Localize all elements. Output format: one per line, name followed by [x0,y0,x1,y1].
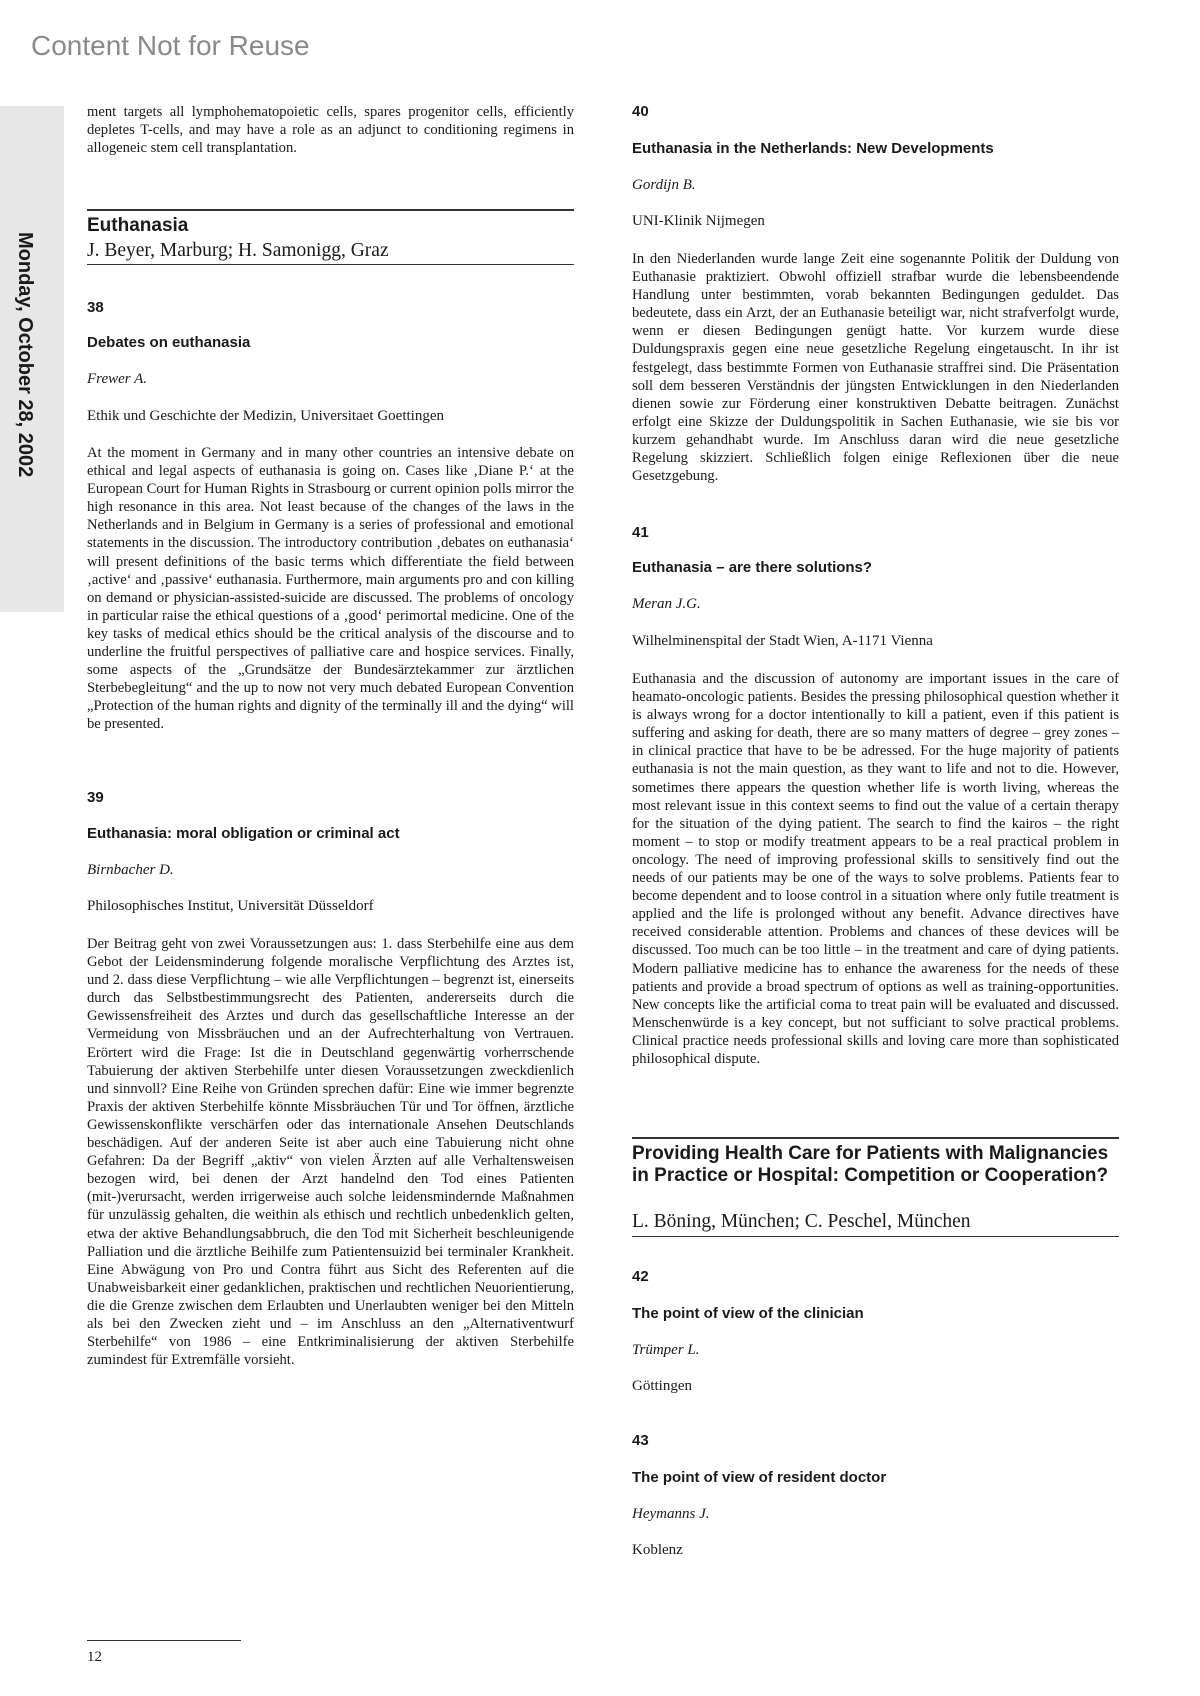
abstract-author: Gordijn B. [632,177,696,193]
abstract-author: Birnbacher D. [87,862,174,878]
section-rule-top [87,209,574,211]
section-rule-bottom [632,1236,1119,1237]
abstract-institution: Ethik und Geschichte der Medizin, Universitaet Goettingen [87,408,444,424]
abstract-institution: Wilhelminenspital der Stadt Wien, A-1171 Vienna [632,633,933,649]
continuation-text: ment targets all lymphohematopoietic cells, spares progenitor cells, efficiently depletes T-cells, and may have a role as an adjunct to conditioning regimens in allogeneic stem cell transplantation. [87,104,574,157]
abstract-number: 43 [632,1432,649,1449]
abstract-author: Trümper L. [632,1342,700,1358]
abstract-number: 42 [632,1268,649,1285]
abstract-author: Frewer A. [87,371,147,387]
abstract-title: The point of view of the clinician [632,1305,864,1322]
watermark: Content Not for Reuse [31,30,310,61]
footer-rule [87,1640,241,1641]
abstract-author: Meran J.G. [632,596,701,612]
abstract-title: Debates on euthanasia [87,334,251,351]
abstract-body: At the moment in Germany and in many other countries an intensive debate on ethical and legal aspects of euthanasia is going on. Cases like ‚Diane P.‘ at the European Court for Human Rights in Strasbourg or current opinion polls mirror the high resonance in this area. Not least because of the changes of the laws in the Netherlands and in Belgium in Germany is a series of professional and emotional statements in the discussion. The introductory contribution ‚debates on euthanasia‘ will present definitions of the basic terms which differentiate the field between ‚active‘ and ‚passive‘ euthanasia. Furthermore, main arguments pro and con killing on demand or physician-assisted-suicide are discussed. The problems of oncology in particular raise the ethical questions of a ‚good‘ perimortal medicine. One of the key tasks of medical ethics should be the critical analysis of the discourse and to underline the fruitful perspectives of palliative care and hospice services. Finally, some aspects of the „Grundsätze der Bundesärztekammer zur ärztlichen Sterbebegleitung“ and the up to now not very much debated European Convention „Protection of the human rights and dignity of the terminally ill and the dying“ will be presented. [87,445,574,733]
section-title: Euthanasia [87,215,189,236]
abstract-number: 39 [87,789,104,806]
section-rule-top [632,1137,1119,1139]
abstract-number: 41 [632,524,649,541]
side-date-label: Monday, October 28, 2002 [14,232,36,478]
abstract-body: Der Beitrag geht von zwei Voraussetzungen aus: 1. dass Sterbehilfe eine aus dem Gebot der Leidensminderung folgende moralische Verpflichtung des Arztes ist, und 2. dass diese Verpflichtung – wie alle Verpflichtungen – begrenzt ist, einerseits durch das Selbstbestimmungsrecht des Patienten, andererseits durch die Gewissensfreiheit des Arztes und durch das gesellschaftliche Interesse an der Vermeidung von Missbräuchen und an der Aufrechterhaltung von Vertrauen. Erörtert wird die Frage: Ist die in Deutschland gegenwärtig vorherrschende Tabuierung der aktiven Sterbehilfe unter diesen Voraussetzungen zweckdienlich und sinnvoll? Eine Reihe von Gründen sprechen dafür: Eine wie immer begrenzte Praxis der aktiven Sterbehilfe könnte Missbräuchen Tür und Tor öffnen, ärztliche Gewissenskonflikte verschärfen oder das internationale Ansehen Deutschlands beschädigen. Auf der anderen Seite ist aber auch eine Tabuierung nicht ohne Gefahren: Da der Begriff „aktiv“ von vielen Ärzten auf alle Verhaltensweisen bezogen wird, bei denen der Arzt handelnd den Tod eines Patienten (mit-)verursacht, werden irrigerweise auch solche leidensmindernde Maßnahmen für unzulässig gehalten, die weithin als ethisch und rechtlich unbedenklich gelten, etwa der aktive Behandlungsabbruch, die den Tod mit Sicherheit beschleunigende Palliation und die ärztliche Beihilfe zum Patientensuizid bei terminaler Krankheit. Eine Abwägung von Pro und Contra führt aus Sicht des Referenten auf die Unabweisbarkeit einer gedanklichen, praktischen und rechtlichen Neuorientierung, die die Grenze zwischen dem Erlaubten und Unerlaubten weniger bei den Mitteln als bei den Zwecken zieht und – im Anschluss an den „Alternativentwurf Sterbehilfe“ von 1986 – eine Entkriminalisierung der aktiven Sterbehilfe zumindest für Extremfälle vorsieht. [87,936,574,1369]
abstract-body: Euthanasia and the discussion of autonomy are important issues in the care of heamato-oncologic patients. Besides the pressing philosophical question whether it is always wrong for a doctor intentionally to kill a patient, even if this patient is suffering and asking for death, there are so many matters of degree – grey zones – in clinical practice that have to be be adressed. For the huge majority of patients euthanasia is not the main question, as they want to life and not to die. However, sometimes there appears the question whether life is worth living, whereas the most relevant issue in this context seems to find out the value of a certain therapy for the situation of the dying patient. The search to find the kairos – the right moment – to stop or modify treatment appears to be a real practical problem in oncology. The need of improving professional skills to sensitively find out the needs of our patients may be one of the ways to solve problems. Patients fear to become dependent and to loose control in a situation where only futile treatment is applied and the life is prolonged without any benefit. Advance directives have received considerable attention. Problems and chances of these devices will be discussed. Too much can be too little – in the treatment and care of dying patients. Modern palliative medicine has to enhance the awareness for the needs of these patients and provide a broad spectrum of options as well as training-opportunities. New concepts like the artificial coma to treat pain will be evaluated and discussed. Menschenwürde is a key concept, but not sufficiant to solve practical problems. Clinical practice needs professional skills and loving care more than sophisticated philosophical dispute. [632,671,1119,1067]
abstract-title: The point of view of resident doctor [632,1469,887,1486]
page-number: 12 [87,1649,102,1665]
section-rule-bottom [87,264,574,265]
abstract-institution: Koblenz [632,1542,683,1558]
abstract-number: 40 [632,103,649,120]
section-chairs: J. Beyer, Marburg; H. Samonigg, Graz [87,240,389,261]
abstract-institution: Göttingen [632,1378,692,1394]
abstract-number: 38 [87,299,104,316]
abstract-body: In den Niederlanden wurde lange Zeit eine sogenannte Politik der Duldung von Euthanasie praktiziert. Obwohl offiziell strafbar wurde die lebensbeendende Handlung unter bestimmten, vorab bekannten Bedingungen geduldet. Das bedeutete, dass ein Arzt, der an Euthanasie beteiligt war, nicht strafverfolgt wurde, wenn er diesen Bedingungen genügt hatte. Vor kurzem wurde diese Duldungspraxis gegen eine neue gesetzliche Regelung eingetauscht. In ihr ist festgelegt, dass bestimmte Formen von Euthanasie straffrei sind. Die Präsentation soll dem besseren Verständnis der jüngsten Entwicklungen in den Niederlanden dienen sowie zur Förderung einer konstruktiven Debatte beitragen. Zunächst erfolgt eine Skizze der Duldungspolitik in Sachen Euthanasie, wie sie bis vor kurzem gehandhabt wurde. Im Anschluss daran wird die neue gesetzliche Regelung skizziert. Schließlich folgen einige Reflexionen über die neue Gesetzgebung. [632,251,1119,485]
abstract-author: Heymanns J. [632,1506,710,1522]
section-title: Providing Health Care for Patients with Malignancies in Practice or Hospital: Competition or Cooperation? [632,1143,1109,1186]
abstract-institution: UNI-Klinik Nijmegen [632,213,765,229]
abstract-institution: Philosophisches Institut, Universität Düsseldorf [87,898,374,914]
abstract-title: Euthanasia: moral obligation or criminal act [87,825,400,842]
abstract-title: Euthanasia in the Netherlands: New Developments [632,140,994,157]
abstract-title: Euthanasia – are there solutions? [632,559,873,576]
section-chairs: L. Böning, München; C. Peschel, München [632,1211,971,1232]
